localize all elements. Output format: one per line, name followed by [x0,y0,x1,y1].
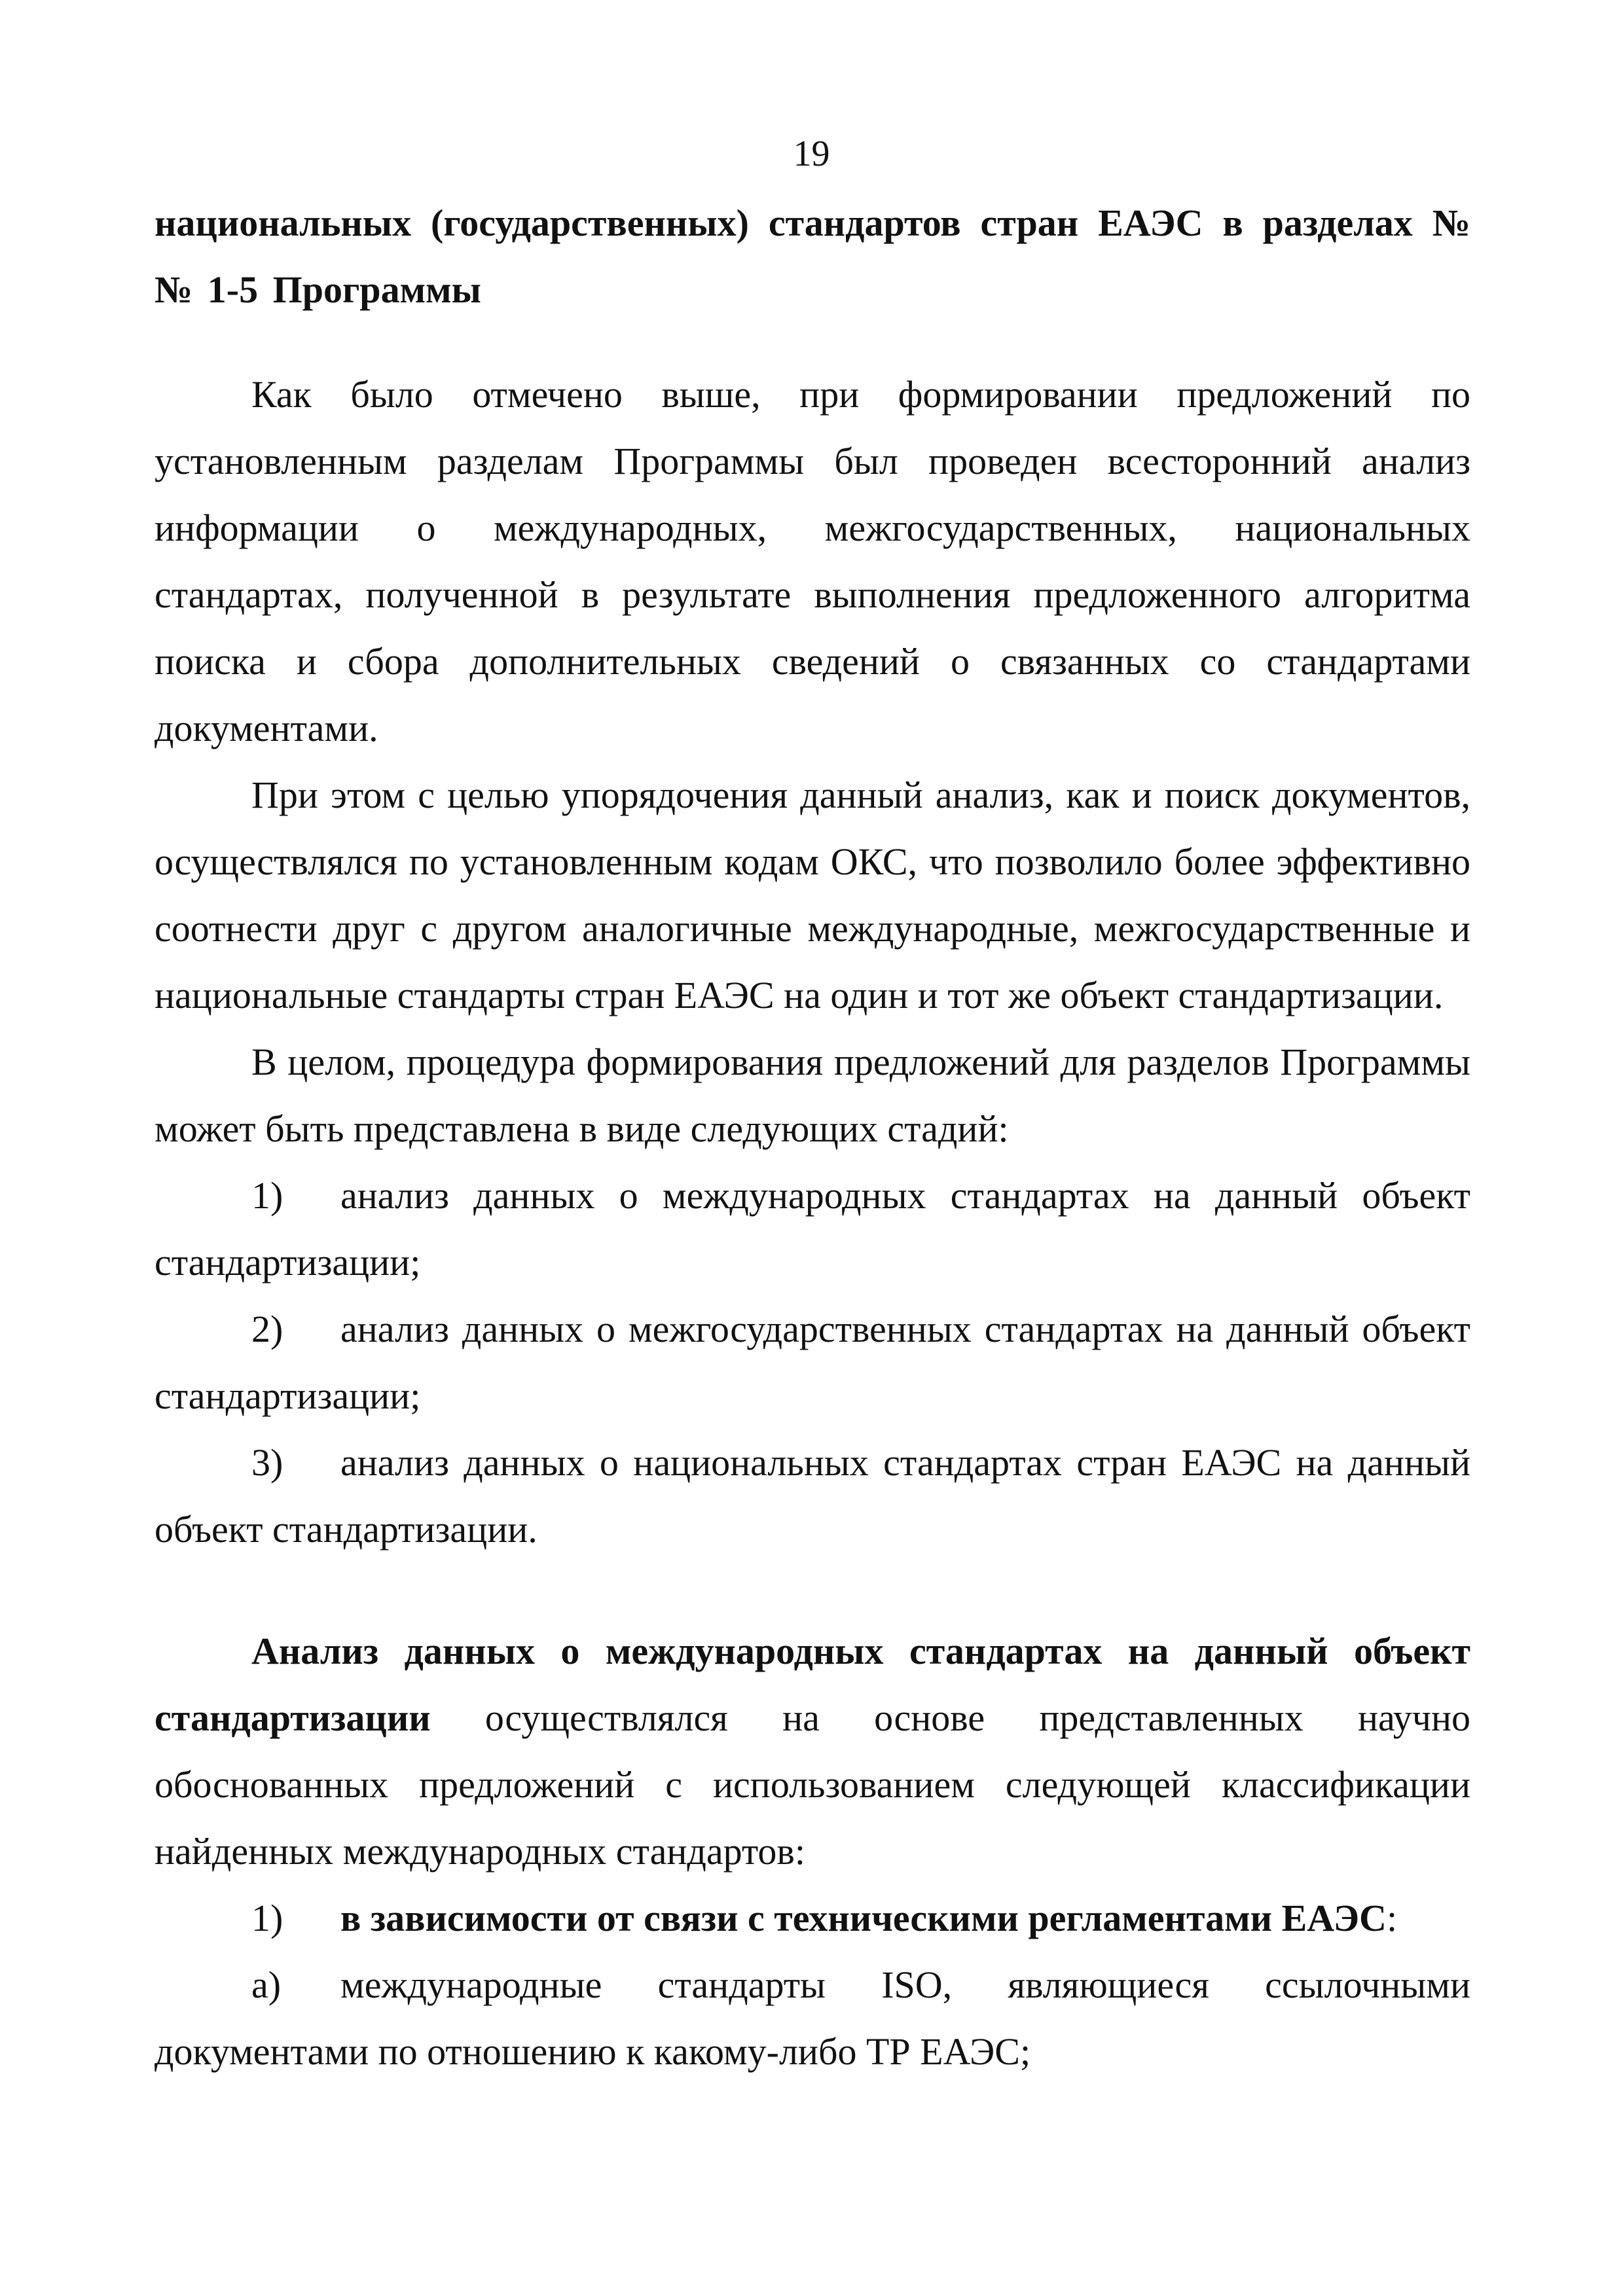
section-heading: национальных (государственных) стандартов стран ЕАЭС в разделах №№ 1-5 Программы [155,202,1470,311]
classification-number: 1) [251,1897,283,1939]
paragraph-international-analysis [155,1618,1470,1885]
stage-item-2 [155,1296,1470,1429]
stage-number: 1) [251,1174,283,1217]
classification-item-1 [155,1885,1470,1952]
stage-item-3 [155,1429,1470,1563]
stage-number: 2) [251,1308,283,1350]
analysis-rest: осуществлялся на основе представленных научно обоснованных предложений с использованием следующей классификации найденных международных стандартов: [155,1696,1470,1873]
page-number: 19 [793,134,830,174]
paragraph-oks-codes: При этом с целью упорядочения данный анализ, как и поиск документов, осуществлялся по установленным кодам ОКС, что позволило более эффективно соотнести друг с другом аналогичные международные, межгосударственные и национальные стандарты стран ЕАЭС на один и тот же объект стандартизации. [155,774,1470,1016]
classification-text: в зависимости от связи с техническими регламентами ЕАЭС [340,1897,1387,1939]
classification-suffix: : [1386,1897,1398,1939]
classification-number: а) [251,1964,282,2006]
classification-item-a [155,1952,1470,2085]
document-body [155,190,1470,2085]
classification-text: международные стандарты ISO, являющиеся ссылочными документами по отношению к какому-либо ТР ЕАЭС; [155,1964,1470,2073]
stage-number: 3) [251,1441,283,1484]
analysis-bold-lead: Анализ данных о международных стандартах на данный объект стандартизации [155,1630,1470,1739]
stage-item-1 [155,1162,1470,1296]
paragraph-procedure-stages: В целом, процедура формирования предложений для разделов Программы может быть представлена в виде следующих стадий: [155,1041,1470,1150]
stage-text: анализ данных о национальных стандартах стран ЕАЭС на данный объект стандартизации. [155,1441,1470,1551]
stage-text: анализ данных о международных стандартах на данный объект стандартизации; [155,1174,1470,1283]
paragraph-analysis-overview: Как было отмечено выше, при формировании предложений по установленным разделам Программы был проведен всесторонний анализ информации о международных, межгосударственных, национальных стандартах, полученной в результате выполнения предложенного алгоритма поиска и сбора дополнительных сведений о связанных со стандартами документами. [155,373,1470,749]
stage-text: анализ данных о межгосударственных стандартах на данный объект стандартизации; [155,1308,1470,1417]
